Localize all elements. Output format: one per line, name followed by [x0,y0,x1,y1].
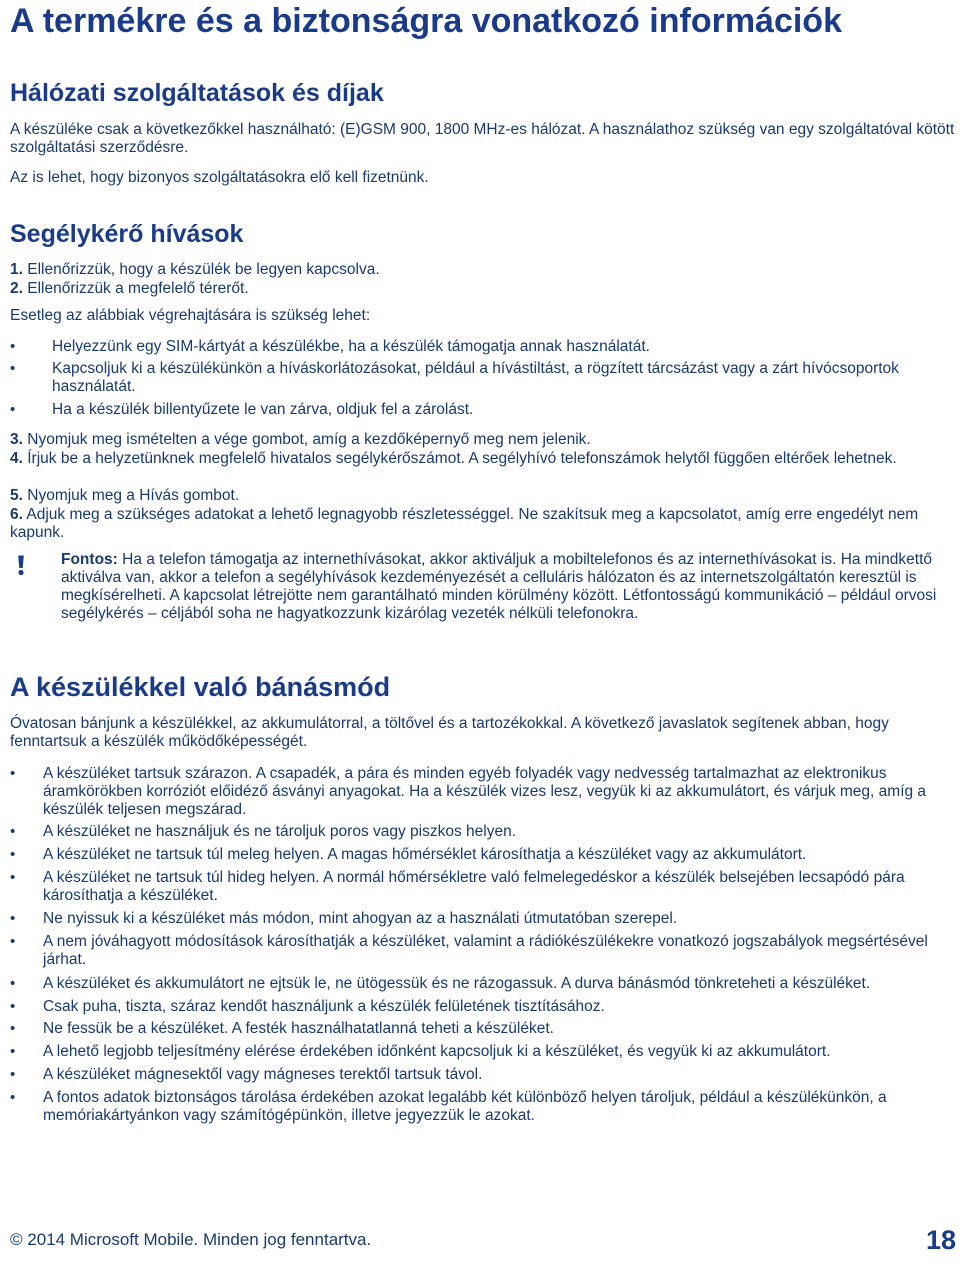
step-number: 4. [10,450,23,467]
list-item-text: A készüléket ne használjuk és ne tároljuk poros vagy piszkos helyen. [43,823,517,840]
section-title-care: A készülékkel való bánásmód [10,672,391,702]
step-number: 1. [10,261,23,278]
bullet-icon: • [10,998,16,1015]
list-item-text: Ne nyissuk ki a készüléket más módon, mint ahogyan az a használati útmutatóban szerepel. [43,910,678,927]
list-item-text: A készüléket mágnesektől vagy mágneses terektől tartsuk távol. [43,1066,483,1083]
list-item-text: A készüléket ne tartsuk túl meleg helyen. A magas hőmérséklet károsíthatja a készüléket vagy az akkumulátort. [43,846,807,863]
bullet-icon: • [10,869,16,886]
bullet-icon: • [10,1043,16,1060]
step-6 [10,506,958,542]
footer-copyright: © 2014 Microsoft Mobile. Minden jog fenntartva. [10,1230,372,1249]
step-4 [10,450,958,468]
bullet-icon: • [10,846,16,863]
list-item-text: Csak puha, tiszta, száraz kendőt használjunk a készülék felületének tisztításához. [43,998,605,1015]
page-title: A termékre és a biztonságra vonatkozó információk [10,2,842,40]
emergency-intro: Esetleg az alábbiak végrehajtására is szükség lehet: [10,307,371,324]
step-text: Ellenőrizzük a megfelelő térerőt. [27,280,249,297]
step-5 [10,487,958,505]
list-item-text: A készüléket tartsuk szárazon. A csapadék, a pára és minden egyéb folyadék vagy nedvesség tartalmazhat az elektronikus áramkörökben korróziót előidéző ásványi anyagokat. Ha a készülék vizes lesz, vegyük ki az akkumulátort, és várjuk meg, amíg a készülék teljesen megszárad. [43,765,927,818]
step-text: Ellenőrizzük, hogy a készülék be legyen kapcsolva. [27,261,380,278]
list-item-text: Ha a készülék billentyűzete le van zárva, oldjuk fel a zárolást. [52,401,474,418]
care-intro: Óvatosan bánjunk a készülékkel, az akkumulátorral, a töltővel és a tartozékokkal. A következő javaslatok segítenek abban, hogy fenntartsuk a készülék működőképességét. [10,715,889,750]
exclamation-icon [10,554,32,576]
page-number: 18 [925,1225,956,1255]
list-item-text: Helyezzünk egy SIM-kártyát a készülékbe, ha a készülék támogatja annak használatát. [52,338,650,355]
notice-text: Ha a telefon támogatja az internethívásokat, akkor aktiváljuk a mobiltelefonos és az internethívásokat is. Ha mindkettő aktiválva van, akkor a telefon a segélyhívások kezdeményezését a celluláris hálózaton és az internetszolgáltatón keresztül is megkísérelheti. A kapcsolat létrejötte nem garantálható minden körülmény között. Létfontosságú kommunikáció – például orvosi segélykérés – céljából soha ne hagyatkozzunk kizárólag vezeték nélküli telefonokra. [61,551,937,622]
step-text: Adjuk meg a szükséges adatokat a lehető legnagyobb részletességgel. Ne szakítsuk meg a kapcsolatot, amíg erre engedélyt nem kapunk. [10,506,919,541]
section-title-emergency: Segélykérő hívások [10,220,244,248]
important-notice [61,551,951,623]
bullet-icon: • [10,1066,16,1083]
list-item-text: A lehető legjobb teljesítmény elérése érdekében időnként kapcsoljuk ki a készüléket, és vegyük ki az akkumulátort. [43,1043,831,1060]
bullet-icon: • [10,765,16,782]
step-text: Nyomjuk meg ismételten a vége gombot, amíg a kezdőképernyő meg nem jelenik. [27,431,591,448]
list-item-text: Ne fessük be a készüléket. A festék használhatatlanná teheti a készüléket. [43,1020,554,1037]
list-item-text: A készüléket ne tartsuk túl hideg helyen. A normál hőmérsékletre való felmelegedéskor a készülék belsejében lecsapódó pára károsíthatja a készüléket. [43,869,905,904]
notice-label: Fontos: [61,551,118,568]
list-item-text: Kapcsoljuk ki a készülékünkön a híváskorlátozásokat, például a hívástiltást, a rögzített tárcsázást vagy a zárt hívócsoportok használatát. [52,360,899,395]
bullet-icon: • [10,933,16,950]
step-number: 3. [10,431,23,448]
list-item-text: A nem jóváhagyott módosítások károsíthatják a készüléket, valamint a rádiókészülékekre vonatkozó jogszabályok megsértésével járhat. [43,933,928,968]
bullet-icon: • [10,401,16,418]
network-paragraph-2: Az is lehet, hogy bizonyos szolgáltatásokra elő kell fizetnünk. [10,169,429,186]
step-1 [10,261,958,279]
bullet-icon: • [10,910,16,927]
bullet-icon: • [10,360,16,377]
section-title-network: Hálózati szolgáltatások és díjak [10,79,384,107]
network-paragraph-1: A készüléke csak a következőkkel használható: (E)GSM 900, 1800 MHz-es hálózat. A használathoz szükség van egy szolgáltatóval kötött szolgáltatási szerződésre. [10,121,955,156]
bullet-icon: • [10,975,16,992]
bullet-icon: • [10,1089,16,1106]
step-3 [10,431,958,449]
step-number: 5. [10,487,23,504]
bullet-icon: • [10,338,16,355]
list-item-text: A fontos adatok biztonságos tárolása érdekében azokat legalább két különböző helyen tároljuk, például a készülékünkön, a memóriakártyánkon vagy számítógépünkön, illetve jegyezzük le azokat. [43,1089,887,1124]
step-number: 2. [10,280,23,297]
step-number: 6. [10,506,23,523]
step-2 [10,280,958,298]
bullet-icon: • [10,1020,16,1037]
step-text: Nyomjuk meg a Hívás gombot. [27,487,240,504]
bullet-icon: • [10,823,16,840]
step-text: Írjuk be a helyzetünknek megfelelő hivatalos segélykérőszámot. A segélyhívó telefonszámok helytől függően eltérőek lehetnek. [27,450,897,467]
list-item-text: A készüléket és akkumulátort ne ejtsük le, ne ütögessük és ne rázogassuk. A durva bánásmód tönkreteheti a készüléket. [43,975,871,992]
